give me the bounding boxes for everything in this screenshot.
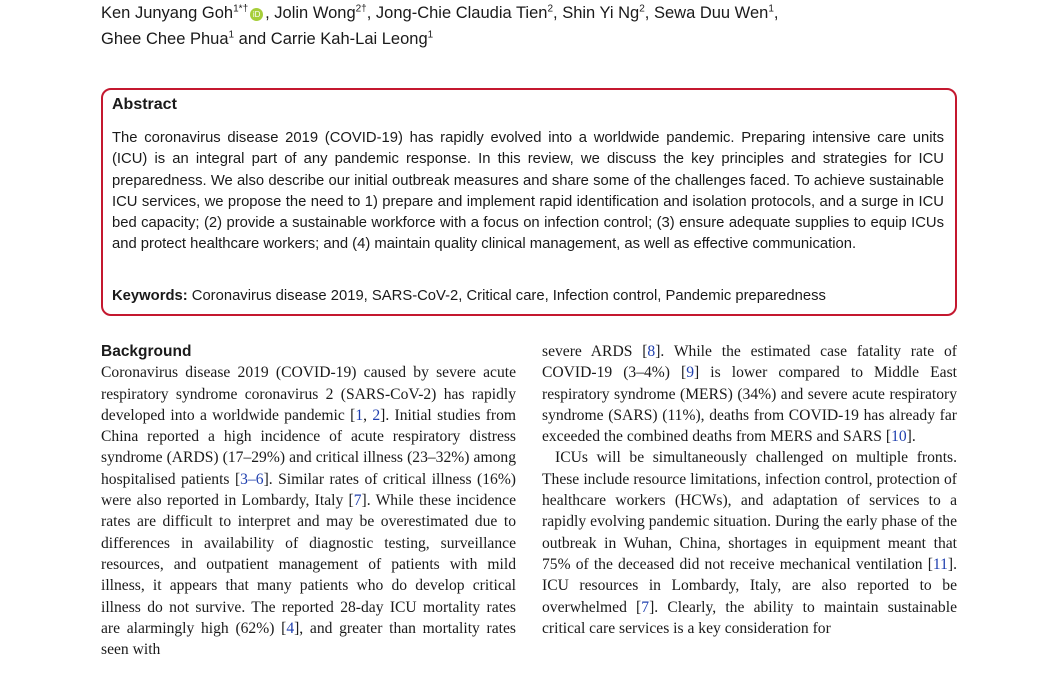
author-name[interactable]: Jolin Wong <box>274 4 356 22</box>
citation-link[interactable]: 3–6 <box>240 470 264 488</box>
paragraph <box>101 362 516 660</box>
keywords <box>112 286 944 307</box>
author-separator: , <box>644 4 654 22</box>
author-separator: , <box>773 4 779 22</box>
author-separator: , <box>265 4 275 22</box>
citation-link[interactable]: 7 <box>353 492 362 510</box>
author-separator: , <box>553 4 563 22</box>
author-name[interactable]: Ghee Chee Phua <box>101 30 229 48</box>
author-affiliation: 1*† <box>233 3 249 15</box>
paragraph-text: ]. Clearly, the ability to maintain sustainable critical care services is a key consideration for <box>542 598 957 637</box>
author-affiliation: 1 <box>427 29 434 41</box>
orcid-icon[interactable]: iD <box>250 8 263 21</box>
paragraph-text: ], and greater than mortality rates seen with <box>101 619 516 659</box>
abstract-text: The coronavirus disease 2019 (COVID-19) has rapidly evolved into a worldwide pandemic. Preparing intensive care units (ICU) is an integral part of any pandemic response. In this review, we discuss the key principles and strategies for ICU preparedness. We also describe our initial outbreak measures and share some of the challenges faced. To achieve sustainable ICU services, we propose the need to 1) prepare and implement rapid identification and isolation protocols, and a surge in ICU bed capacity; (2) provide a sustainable workforce with a focus on infection control; (3) ensure adequate supplies to equip ICUs and protect healthcare workers; and (4) maintain quality clinical management, as well as effective communication. <box>112 130 944 253</box>
paragraph-text: ]. <box>906 428 916 446</box>
paragraph-text: ]. Similar rates of critical illness (16%) were also reported in Lombardy, Italy [ <box>101 470 516 510</box>
left-column <box>101 341 516 660</box>
paragraph-text: , <box>363 406 373 424</box>
paragraph-text: severe ARDS [ <box>542 343 648 360</box>
citation-link[interactable]: 1 <box>355 406 364 424</box>
paragraph <box>542 341 957 447</box>
author-name[interactable]: Shin Yi Ng <box>562 4 640 22</box>
paragraph-text: ]. While these incidence rates are difficult to interpret and may be overestimated due to differences in availability of diagnostic testing, surveillance resources, and outpatient management of patients with mild illness, it appears that many patients who do develop critical illness do not survive. The reported 28-day ICU mortality rates are alarmingly high (62%) [ <box>101 492 517 637</box>
author-name[interactable]: Carrie Kah-Lai Leong <box>270 30 428 48</box>
paragraph-text: Coronavirus disease 2019 (COVID-19) caused by severe acute respiratory syndrome coronavirus 2 (SARS-CoV-2) has rapidly developed into a worldwide pandemic [ <box>101 364 516 424</box>
citation-link[interactable]: 2 <box>372 406 381 424</box>
paragraph <box>542 447 957 639</box>
author-separator: , <box>366 4 376 22</box>
section-heading: Background <box>101 343 192 360</box>
paragraph-text: ] is lower compared to Middle East respiratory syndrome (MERS) (34%) and severe acute respiratory syndrome (SARS) (11%), deaths from COVID-19 has already far exceeded the combined deaths from MERS and SARS [ <box>542 364 957 446</box>
citation-link[interactable]: 7 <box>641 598 650 616</box>
paragraph-text: ]. ICU resources in Lombardy, Italy, are also reported to be overwhelmed [ <box>542 555 957 616</box>
author-name[interactable]: Jong-Chie Claudia Tien <box>375 4 548 22</box>
citation-link[interactable]: 4 <box>286 619 295 637</box>
citation-link[interactable]: 10 <box>891 428 907 446</box>
author-separator: and <box>234 30 271 48</box>
author-name[interactable]: Sewa Duu Wen <box>653 4 769 22</box>
author-name[interactable]: Ken Junyang Goh <box>101 4 234 22</box>
paragraph-text: ]. While the estimated case fatality rate of COVID-19 (3–4%) [ <box>542 343 957 382</box>
keywords-label: Keywords: <box>112 288 188 304</box>
author-affiliation: 2 <box>639 3 645 15</box>
citation-link[interactable]: 11 <box>932 555 948 573</box>
citation-link[interactable]: 9 <box>686 364 695 382</box>
paragraph-text: ]. Initial studies from China reported a high incidence of acute respiratory distress syndrome (ARDS) (17–29%) and critical illness (23–32%) among hospitalised patients [ <box>101 406 517 488</box>
abstract-body <box>112 128 944 256</box>
author-affiliation: 2 <box>547 3 554 15</box>
abstract-title: Abstract <box>112 96 177 113</box>
author-list <box>101 0 961 52</box>
paragraph-text: ICUs will be simultaneously challenged on multiple fronts. These include resource limitations, infection control, protection of healthcare workers (HCWs), and adaptation of services to a rapidly evolving pandemic situation. During the early phase of the outbreak in Wuhan, China, shortages in equipment meant that 75% of the deceased did not receive mechanical ventilation [ <box>542 449 957 573</box>
author-affiliation: 1 <box>228 29 235 41</box>
author-affiliation: 2† <box>355 3 367 15</box>
citation-link[interactable]: 8 <box>647 343 656 360</box>
keywords-list: Coronavirus disease 2019, SARS-CoV-2, Critical care, Infection control, Pandemic preparedness <box>187 288 826 304</box>
author-affiliation: 1 <box>768 3 774 15</box>
right-column <box>542 341 957 639</box>
